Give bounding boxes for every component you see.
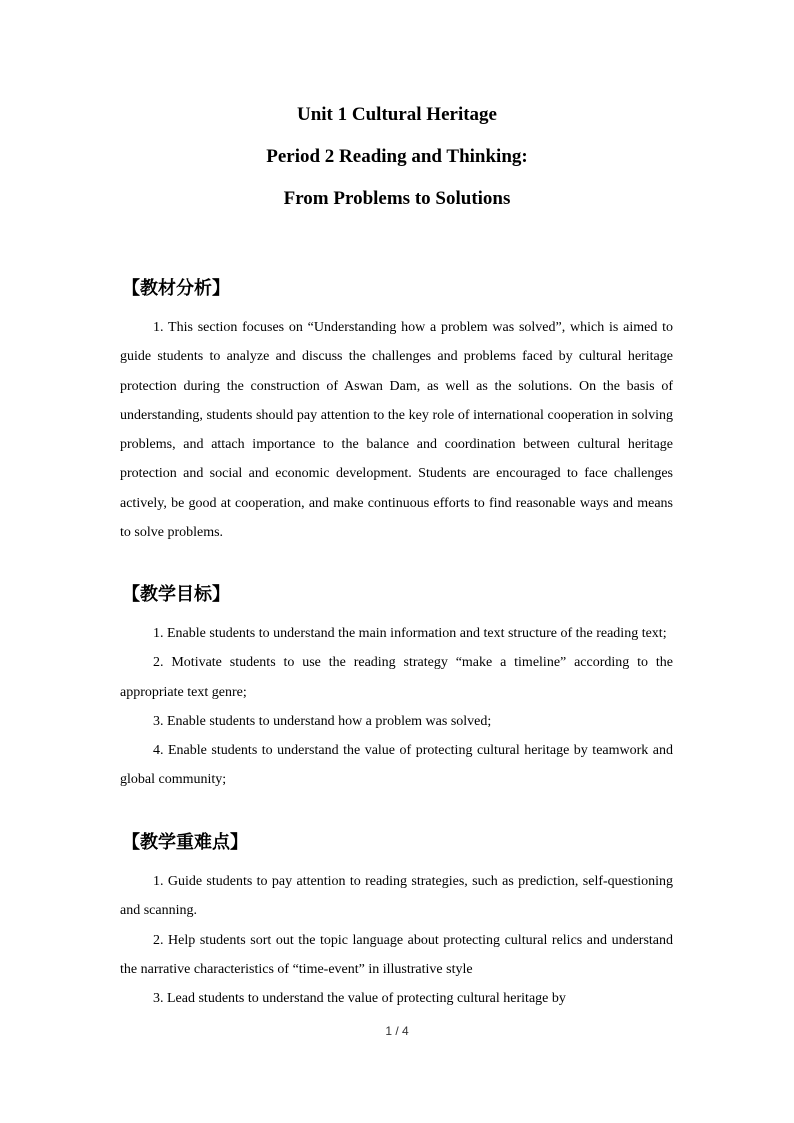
list-item: 4. Enable students to understand the value of protecting cultural heritage by teamwork and global community;	[120, 743, 673, 788]
document-title-block	[0, 104, 794, 230]
section-heading-teaching-objectives: 【教学目标】	[122, 584, 230, 605]
list-item: 1. Enable students to understand the main information and text structure of the reading text;	[153, 626, 667, 641]
section-heading-key-difficulties: 【教学重难点】	[122, 832, 248, 853]
page-number: 1 / 4	[385, 1024, 409, 1038]
lesson-title: From Problems to Solutions	[283, 188, 511, 209]
section-key-difficulties-body	[120, 867, 673, 1013]
list-item: 2. Motivate students to use the reading strategy “make a timeline” according to the appropriate text genre;	[120, 655, 673, 700]
paragraph: 1. This section focuses on “Understanding how a problem was solved”, which is aimed to guide students to analyze and discuss the challenges and problems faced by cultural heritage protection during the construction of Aswan Dam, as well as the solutions. On the basis of understanding, students should pay attention to the key role of international cooperation in solving problems, and attach importance to the balance and coordination between cultural heritage protection and social and economic development. Students are encouraged to face challenges actively, be good at cooperation, and make continuous efforts to find reasonable ways and means to solve problems.	[120, 320, 673, 541]
list-item: 1. Guide students to pay attention to reading strategies, such as prediction, self-questioning and scanning.	[120, 874, 673, 919]
section-heading-textbook-analysis: 【教材分析】	[122, 278, 230, 299]
unit-title: Unit 1 Cultural Heritage	[296, 104, 497, 125]
list-item: 3. Enable students to understand how a problem was solved;	[153, 713, 492, 729]
list-item: 3. Lead students to understand the value of protecting cultural heritage by	[153, 991, 566, 1007]
list-item: 2. Help students sort out the topic language about protecting cultural relics and understand the narrative characteristics of “time-event” in illustrative style	[120, 932, 673, 977]
section-textbook-analysis-body	[120, 313, 673, 547]
section-teaching-objectives-body	[120, 619, 673, 795]
period-title: Period 2 Reading and Thinking:	[266, 146, 528, 167]
